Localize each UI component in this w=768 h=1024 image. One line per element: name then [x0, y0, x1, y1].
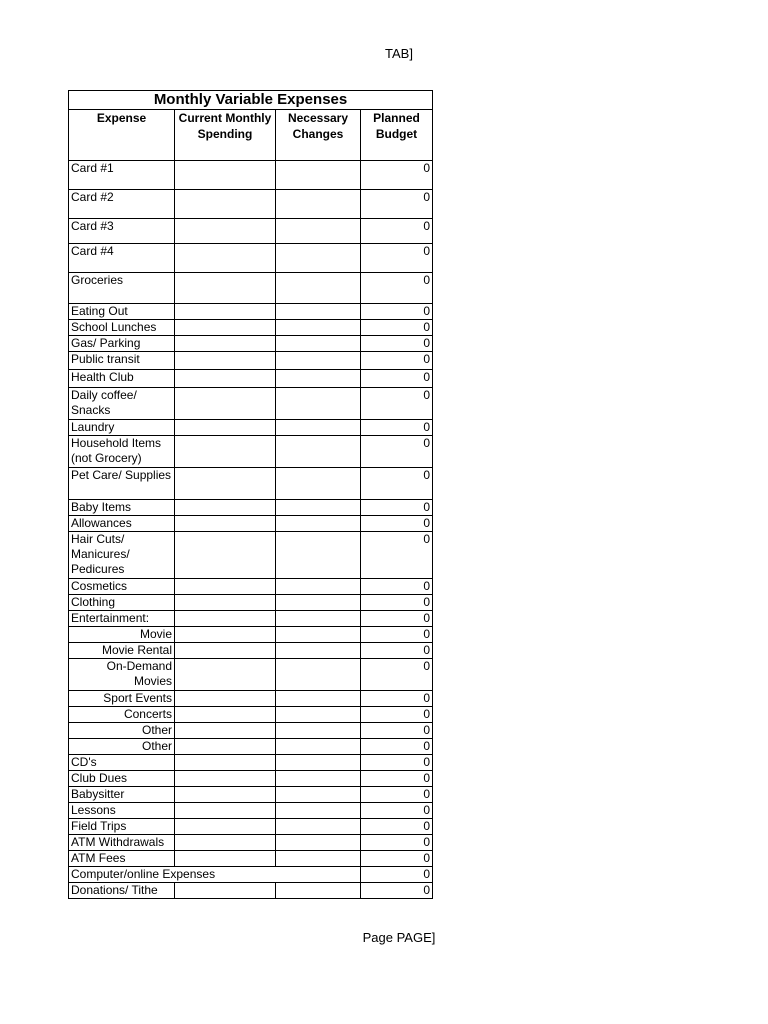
table-row: [69, 867, 433, 883]
expense-label: Club Dues: [69, 771, 175, 787]
necessary-changes-cell[interactable]: [276, 579, 361, 595]
table-row: [69, 755, 433, 771]
table-row: [69, 273, 433, 304]
expense-label: Entertainment:: [69, 611, 175, 627]
planned-budget-value: 0: [361, 336, 433, 352]
expense-label: Eating Out: [69, 304, 175, 320]
expense-label: Cosmetics: [69, 579, 175, 595]
current-spending-cell[interactable]: [175, 370, 276, 388]
current-spending-cell[interactable]: [175, 219, 276, 244]
current-spending-cell[interactable]: [175, 190, 276, 219]
table-row: [69, 304, 433, 320]
table-row: [69, 595, 433, 611]
current-spending-cell[interactable]: [175, 320, 276, 336]
necessary-changes-cell[interactable]: [276, 739, 361, 755]
expense-label: Gas/ Parking: [69, 336, 175, 352]
expense-label: On-Demand Movies: [69, 659, 175, 691]
table-row: [69, 370, 433, 388]
planned-budget-value: 0: [361, 611, 433, 627]
planned-budget-value: 0: [361, 161, 433, 190]
necessary-changes-cell[interactable]: [276, 320, 361, 336]
header-field: TAB]: [385, 46, 413, 61]
planned-budget-value: 0: [361, 190, 433, 219]
planned-budget-value: 0: [361, 436, 433, 468]
current-spending-cell[interactable]: [175, 739, 276, 755]
expense-label: Babysitter: [69, 787, 175, 803]
table-row: [69, 771, 433, 787]
necessary-changes-cell[interactable]: [276, 787, 361, 803]
table-row: [69, 819, 433, 835]
planned-budget-value: 0: [361, 320, 433, 336]
table-row: [69, 500, 433, 516]
current-spending-cell[interactable]: [175, 835, 276, 851]
current-spending-cell[interactable]: [175, 883, 276, 899]
necessary-changes-cell[interactable]: [276, 659, 361, 691]
necessary-changes-cell[interactable]: [276, 219, 361, 244]
table-row: [69, 436, 433, 468]
planned-budget-value: 0: [361, 755, 433, 771]
current-spending-cell[interactable]: [175, 336, 276, 352]
column-header-budget: Planned Budget: [361, 110, 433, 161]
planned-budget-value: 0: [361, 835, 433, 851]
current-spending-cell[interactable]: [175, 691, 276, 707]
current-spending-cell[interactable]: [175, 707, 276, 723]
planned-budget-value: 0: [361, 739, 433, 755]
table-row: [69, 611, 433, 627]
table-row: [69, 420, 433, 436]
table-row: [69, 468, 433, 500]
current-spending-cell[interactable]: [175, 352, 276, 370]
expense-label: School Lunches: [69, 320, 175, 336]
table-row: [69, 352, 433, 370]
expense-label: Allowances: [69, 516, 175, 532]
planned-budget-value: 0: [361, 803, 433, 819]
current-spending-cell[interactable]: [175, 755, 276, 771]
current-spending-cell[interactable]: [175, 161, 276, 190]
planned-budget-value: 0: [361, 579, 433, 595]
expense-label: Clothing: [69, 595, 175, 611]
column-header-changes: Necessary Changes: [276, 110, 361, 161]
current-spending-cell[interactable]: [175, 659, 276, 691]
planned-budget-value: 0: [361, 420, 433, 436]
necessary-changes-cell[interactable]: [276, 436, 361, 468]
planned-budget-value: 0: [361, 532, 433, 579]
table-row: [69, 244, 433, 273]
current-spending-cell[interactable]: [175, 500, 276, 516]
table-row: [69, 579, 433, 595]
necessary-changes-cell[interactable]: [276, 643, 361, 659]
current-spending-cell[interactable]: [175, 244, 276, 273]
necessary-changes-cell[interactable]: [276, 835, 361, 851]
current-spending-cell[interactable]: [175, 803, 276, 819]
planned-budget-value: 0: [361, 516, 433, 532]
necessary-changes-cell[interactable]: [276, 161, 361, 190]
expense-label: Card #4: [69, 244, 175, 273]
necessary-changes-cell[interactable]: [276, 707, 361, 723]
necessary-changes-cell[interactable]: [276, 771, 361, 787]
footer-field: Page PAGE]: [362, 930, 436, 945]
necessary-changes-cell[interactable]: [276, 336, 361, 352]
expense-label: ATM Withdrawals: [69, 835, 175, 851]
necessary-changes-cell[interactable]: [276, 244, 361, 273]
necessary-changes-cell[interactable]: [276, 468, 361, 500]
planned-budget-value: 0: [361, 219, 433, 244]
planned-budget-value: 0: [361, 659, 433, 691]
current-spending-cell[interactable]: [175, 595, 276, 611]
planned-budget-value: 0: [361, 468, 433, 500]
table-row: [69, 219, 433, 244]
planned-budget-value: 0: [361, 787, 433, 803]
planned-budget-value: 0: [361, 273, 433, 304]
planned-budget-value: 0: [361, 883, 433, 899]
table-row: [69, 659, 433, 691]
planned-budget-value: 0: [361, 627, 433, 643]
table-row: [69, 516, 433, 532]
necessary-changes-cell[interactable]: [276, 691, 361, 707]
expense-label: Laundry: [69, 420, 175, 436]
planned-budget-value: 0: [361, 691, 433, 707]
necessary-changes-cell[interactable]: [276, 388, 361, 420]
current-spending-cell[interactable]: [175, 468, 276, 500]
current-spending-cell[interactable]: [175, 388, 276, 420]
table-row: [69, 532, 433, 579]
table-row: [69, 627, 433, 643]
table-title-row: [69, 91, 433, 110]
necessary-changes-cell[interactable]: [276, 352, 361, 370]
expense-label: Hair Cuts/ Manicures/ Pedicures: [69, 532, 175, 579]
current-spending-cell[interactable]: [175, 787, 276, 803]
table-row: [69, 190, 433, 219]
current-spending-cell[interactable]: [175, 819, 276, 835]
table-row: [69, 161, 433, 190]
planned-budget-value: 0: [361, 867, 433, 883]
necessary-changes-cell[interactable]: [276, 611, 361, 627]
expense-label: Card #1: [69, 161, 175, 190]
necessary-changes-cell[interactable]: [276, 304, 361, 320]
current-spending-cell[interactable]: [175, 579, 276, 595]
expense-label: Computer/online Expenses: [69, 867, 361, 883]
planned-budget-value: 0: [361, 771, 433, 787]
column-header-expense: Expense: [69, 110, 175, 161]
necessary-changes-cell[interactable]: [276, 851, 361, 867]
necessary-changes-cell[interactable]: [276, 883, 361, 899]
table-row: [69, 336, 433, 352]
expense-label: CD's: [69, 755, 175, 771]
column-header-row: [69, 110, 433, 161]
planned-budget-value: 0: [361, 244, 433, 273]
expense-label: Baby Items: [69, 500, 175, 516]
expense-label: Sport Events: [69, 691, 175, 707]
table-row: [69, 787, 433, 803]
planned-budget-value: 0: [361, 304, 433, 320]
necessary-changes-cell[interactable]: [276, 370, 361, 388]
necessary-changes-cell[interactable]: [276, 190, 361, 219]
expense-label: Card #3: [69, 219, 175, 244]
planned-budget-value: 0: [361, 388, 433, 420]
table-row: [69, 723, 433, 739]
current-spending-cell[interactable]: [175, 611, 276, 627]
table-row: [69, 388, 433, 420]
necessary-changes-cell[interactable]: [276, 500, 361, 516]
planned-budget-value: 0: [361, 851, 433, 867]
expense-label: Pet Care/ Supplies: [69, 468, 175, 500]
column-header-current: Current Monthly Spending: [175, 110, 276, 161]
necessary-changes-cell[interactable]: [276, 273, 361, 304]
necessary-changes-cell[interactable]: [276, 595, 361, 611]
expense-label: Other: [69, 723, 175, 739]
planned-budget-value: 0: [361, 819, 433, 835]
expense-label: ATM Fees: [69, 851, 175, 867]
necessary-changes-cell[interactable]: [276, 627, 361, 643]
current-spending-cell[interactable]: [175, 516, 276, 532]
necessary-changes-cell[interactable]: [276, 755, 361, 771]
current-spending-cell[interactable]: [175, 643, 276, 659]
expense-label: Donations/ Tithe: [69, 883, 175, 899]
table-row: [69, 691, 433, 707]
page-footer: [0, 930, 768, 945]
expense-label: Card #2: [69, 190, 175, 219]
current-spending-cell[interactable]: [175, 304, 276, 320]
necessary-changes-cell[interactable]: [276, 516, 361, 532]
necessary-changes-cell[interactable]: [276, 803, 361, 819]
current-spending-cell[interactable]: [175, 420, 276, 436]
planned-budget-value: 0: [361, 352, 433, 370]
planned-budget-value: 0: [361, 707, 433, 723]
necessary-changes-cell[interactable]: [276, 532, 361, 579]
table-row: [69, 803, 433, 819]
expense-label: Health Club: [69, 370, 175, 388]
necessary-changes-cell[interactable]: [276, 723, 361, 739]
planned-budget-value: 0: [361, 500, 433, 516]
current-spending-cell[interactable]: [175, 771, 276, 787]
page-header: [0, 46, 768, 61]
expense-label: Public transit: [69, 352, 175, 370]
expense-label: Household Items (not Grocery): [69, 436, 175, 468]
necessary-changes-cell[interactable]: [276, 420, 361, 436]
table-row: [69, 835, 433, 851]
planned-budget-value: 0: [361, 643, 433, 659]
expense-label: Field Trips: [69, 819, 175, 835]
table-row: [69, 851, 433, 867]
current-spending-cell[interactable]: [175, 851, 276, 867]
current-spending-cell[interactable]: [175, 627, 276, 643]
necessary-changes-cell[interactable]: [276, 819, 361, 835]
table-row: [69, 320, 433, 336]
planned-budget-value: 0: [361, 370, 433, 388]
expense-label: Concerts: [69, 707, 175, 723]
planned-budget-value: 0: [361, 723, 433, 739]
expense-label: Groceries: [69, 273, 175, 304]
planned-budget-value: 0: [361, 595, 433, 611]
table-title: Monthly Variable Expenses: [69, 91, 433, 110]
table-row: [69, 707, 433, 723]
current-spending-cell[interactable]: [175, 436, 276, 468]
expense-label: Daily coffee/ Snacks: [69, 388, 175, 420]
current-spending-cell[interactable]: [175, 532, 276, 579]
table-row: [69, 883, 433, 899]
table-row: [69, 739, 433, 755]
current-spending-cell[interactable]: [175, 273, 276, 304]
expense-label: Lessons: [69, 803, 175, 819]
expense-label: Movie: [69, 627, 175, 643]
expense-label: Movie Rental: [69, 643, 175, 659]
current-spending-cell[interactable]: [175, 723, 276, 739]
expense-label: Other: [69, 739, 175, 755]
table-row: [69, 643, 433, 659]
expenses-table: [68, 90, 433, 899]
